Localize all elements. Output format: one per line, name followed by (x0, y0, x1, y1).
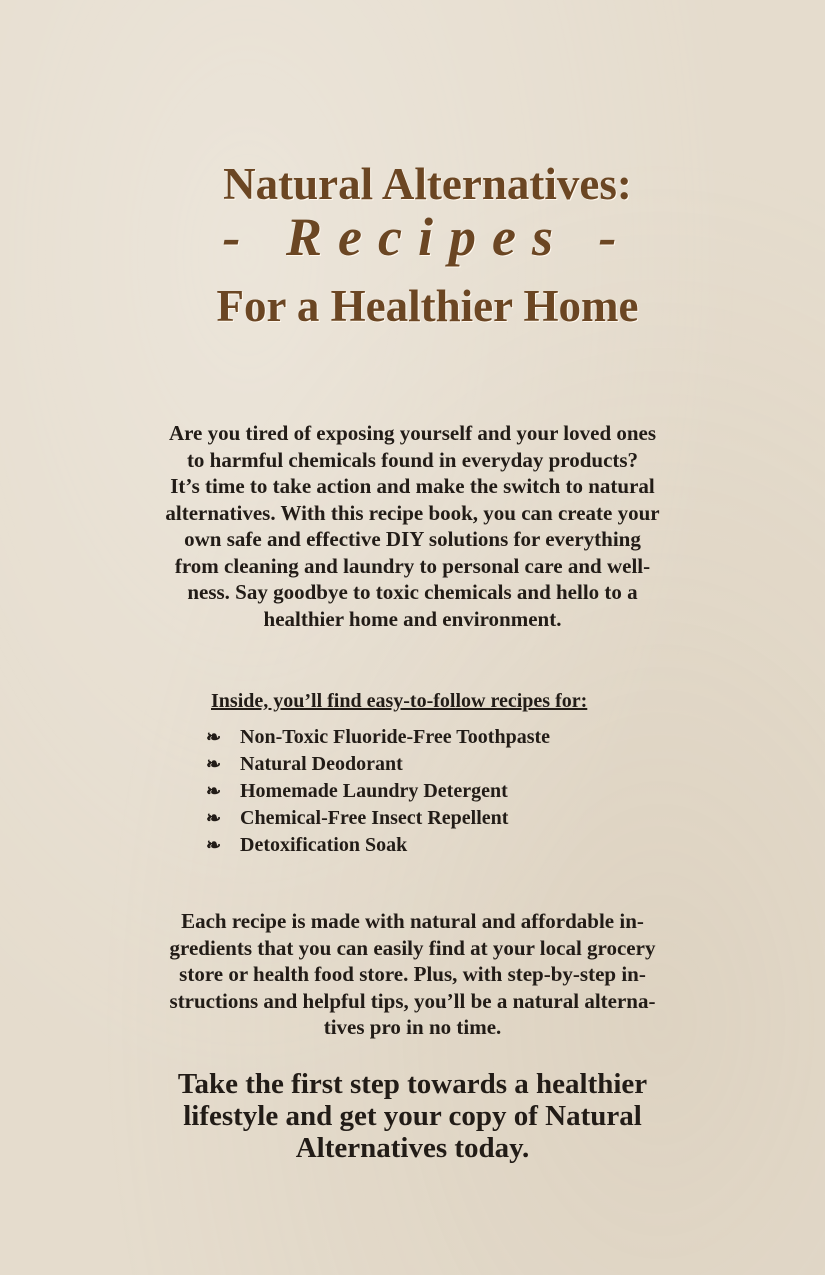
floral-heart-icon: ❧ (206, 727, 222, 747)
title-line-3: For a Healthier Home (216, 281, 639, 331)
intro-line: to harmful chemicals found in everyday products? (186, 447, 639, 472)
recipe-list (206, 724, 550, 859)
floral-heart-icon: ❧ (206, 835, 222, 855)
intro-line: alternatives. With this recipe book, you can create your (165, 500, 660, 525)
details-line: structions and helpful tips, you’ll be a natural alterna- (169, 988, 656, 1013)
details-line: store or health food store. Plus, with step-by-step in- (179, 962, 646, 986)
recipe-name: Homemade Laundry Detergent (240, 780, 508, 802)
title-line-1: Natural Alternatives: (223, 159, 632, 209)
details-paragraph (0, 908, 825, 1041)
recipe-name: Natural Deodorant (240, 753, 403, 775)
cta-line: Alternatives today. (295, 1132, 530, 1164)
inside-heading: Inside, you’ll find easy-to-follow recipes for: (211, 690, 588, 712)
intro-line: healthier home and environment. (263, 606, 562, 631)
list-item (206, 751, 550, 778)
call-to-action (0, 1068, 825, 1164)
floral-heart-icon: ❧ (206, 781, 222, 801)
recipe-name: Non-Toxic Fluoride-Free Toothpaste (240, 726, 551, 748)
cta-line: Take the first step towards a healthier (177, 1068, 648, 1100)
list-item (206, 778, 550, 805)
list-item (206, 832, 550, 859)
recipe-name: Chemical-Free Insect Repellent (240, 807, 509, 829)
recipe-name: Detoxification Soak (240, 834, 408, 856)
intro-paragraph (0, 420, 825, 632)
title-line-2: - Recipes - (222, 207, 633, 267)
list-item (206, 724, 550, 751)
details-line: Each recipe is made with natural and affordable in- (181, 909, 644, 933)
intro-line: ness. Say goodbye to toxic chemicals and hello to a (187, 580, 638, 604)
intro-line: It’s time to take action and make the switch to natural (170, 474, 655, 498)
intro-line: from cleaning and laundry to personal care and well- (174, 553, 651, 578)
floral-heart-icon: ❧ (206, 754, 222, 774)
details-line: tives pro in no time. (323, 1015, 502, 1039)
floral-heart-icon: ❧ (206, 808, 222, 828)
list-item (206, 805, 550, 832)
intro-line: Are you tired of exposing yourself and your loved ones (168, 421, 657, 445)
intro-line: own safe and effective DIY solutions for everything (184, 527, 641, 551)
cta-line: lifestyle and get your copy of Natural (183, 1100, 642, 1132)
details-line: gredients that you can easily find at your local grocery (169, 935, 656, 960)
